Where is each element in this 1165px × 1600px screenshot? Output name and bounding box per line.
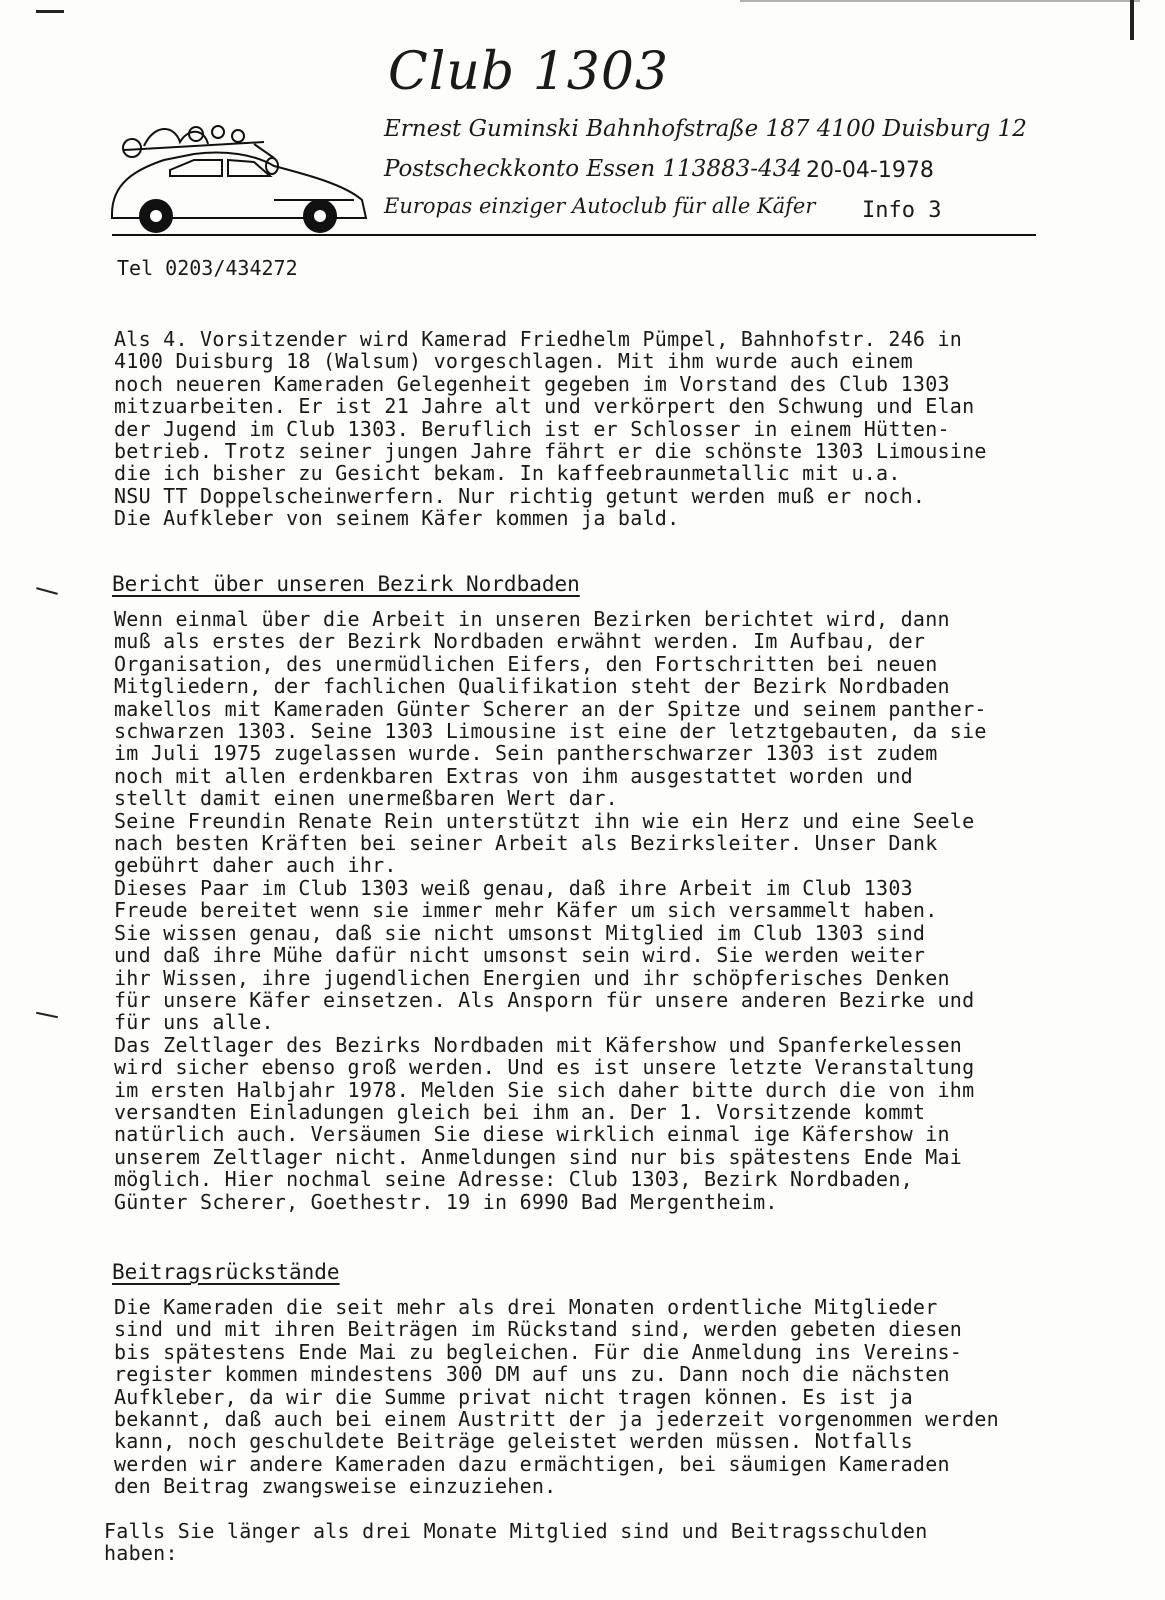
address-line: Ernest Guminski Bahnhofstraße 187 4100 Duisburg 12 — [384, 116, 1027, 142]
section-heading-nordbaden: Bericht über unseren Bezirk Nordbaden — [112, 572, 580, 596]
header-divider — [112, 234, 1036, 236]
document-date: 20-04-1978 — [806, 158, 934, 183]
paragraph-beitragsrueckstaende: Die Kameraden die seit mehr als drei Monaten ordentliche Mitglieder sind und mit ihren Beiträgen im Rückstand sind, werden gebeten diesen bis spätestens Ende Mai zu begleichen. Für die Anmeldung ins Vereins- register kommen mindestens 300 DM auf uns zu. Dann noch die nächsten Aufkleber, da wir die Summe privat nicht tragen können. Es ist ja bekannt, daß auch bei einem Austritt der ja jederzeit vorgenommen werden kann, noch geschuldete Beiträge geleistet werden müssen. Notfalls werden wir andere Kameraden dazu ermächtigen, bei säumigen Kameraden den Beitrag zwangsweise einzuziehen. — [114, 1295, 999, 1499]
beetle-car-logo — [104, 114, 380, 234]
scan-mark-left-1 — [36, 587, 58, 595]
bank-account-line: Postscheckkonto Essen 113883-434 — [384, 156, 802, 182]
scan-mark-left-2 — [36, 1012, 58, 1019]
club-tagline: Europas einziger Autoclub für alle Käfer — [384, 194, 816, 218]
club-title: Club 1303 — [388, 42, 670, 102]
scan-mark-top-left — [36, 10, 64, 13]
info-number: Info 3 — [862, 198, 942, 223]
paragraph-vorsitzender: Als 4. Vorsitzender wird Kamerad Friedhelm Pümpel, Bahnhofstr. 246 in 4100 Duisburg 18 (Walsum) vorgeschlagen. Mit ihm wurde auch einem noch neueren Kameraden Gelegenheit gegeben im Vorstand des Club 1303 mitzuarbeiten. Er ist 21 Jahre alt und verkörpert den Schwung und Elan der Jugend im Club 1303. Beruflich ist er Schlosser in einem Hütten- betrieb. Trotz seiner jungen Jahre fährt er die schönste 1303 Limousine die ich bisher zu Gesicht bekam. In kaffeebraunmetallic mit u.a. NSU TT Doppelscheinwerfern. Nur richtig getunt werden muß er noch. Die Aufkleber von seinem Käfer kommen ja bald. — [114, 327, 987, 531]
scan-mark-right-edge — [1130, 0, 1134, 40]
scan-mark-top-right — [740, 0, 1140, 2]
section-heading-beitragsrueckstaende: Beitragsrückstände — [112, 1260, 340, 1284]
paragraph-beitragsschulden: Falls Sie länger als drei Monate Mitglied sind und Beitragsschulden haben: — [104, 1519, 928, 1566]
telephone-number: Tel 0203/434272 — [117, 256, 298, 280]
paragraph-nordbaden: Wenn einmal über die Arbeit in unseren Bezirken berichtet wird, dann muß als erstes der Bezirk Nordbaden erwähnt werden. Im Aufbau, der Organisation, des unermüdlichen Eifers, den Fortschritten bei neuen Mitgliedern, der fachlichen Qualifikation steht der Bezirk Nordbaden makellos mit Kameraden Günter Scherer an der Spitze und seinem panther- schwarzen 1303. Seine 1303 Limousine ist eine der letztgebauten, da sie im Juli 1975 zugelassen wurde. Sein pantherschwarzer 1303 ist zudem noch mit allen erdenkbaren Extras von ihm ausgestattet worden und stellt damit einen unermeßbaren Wert dar. Seine Freundin Renate Rein unterstützt ihn wie ein Herz und eine Seele nach besten Kräften bei seiner Arbeit als Bezirksleiter. Unser Dank gebührt daher auch ihr. Dieses Paar im Club 1303 weiß genau, daß ihre Arbeit im Club 1303 Freude bereitet wenn sie immer mehr Käfer um sich versammelt haben. Sie wissen genau, daß sie nicht umsonst Mitglied im Club 1303 sind und daß ihre Mühe dafür nicht umsonst sein wird. Sie werden weiter ihr Wissen, ihre jugendlichen Energien und ihr schöpferisches Denken für unsere Käfer einsetzen. Als Ansporn für unsere anderen Bezirke und für uns alle. Das Zeltlager des Bezirks Nordbaden mit Käfershow und Spanferkelessen wird sicher ebenso groß werden. Und es ist unsere letzte Veranstaltung im ersten Halbjahr 1978. Melden Sie sich daher bitte durch die von ihm versandten Einladungen gleich bei ihm an. Der 1. Vorsitzende kommt natürlich auch. Versäumen Sie diese wirklich einmal ige Käfershow in unserem Zeltlager nicht. Anmeldungen sind nur bis spätestens Ende Mai möglich. Hier nochmal seine Adresse: Club 1303, Bezirk Nordbaden, Günter Scherer, Goethestr. 19 in 6990 Bad Mergentheim. — [114, 607, 987, 1214]
